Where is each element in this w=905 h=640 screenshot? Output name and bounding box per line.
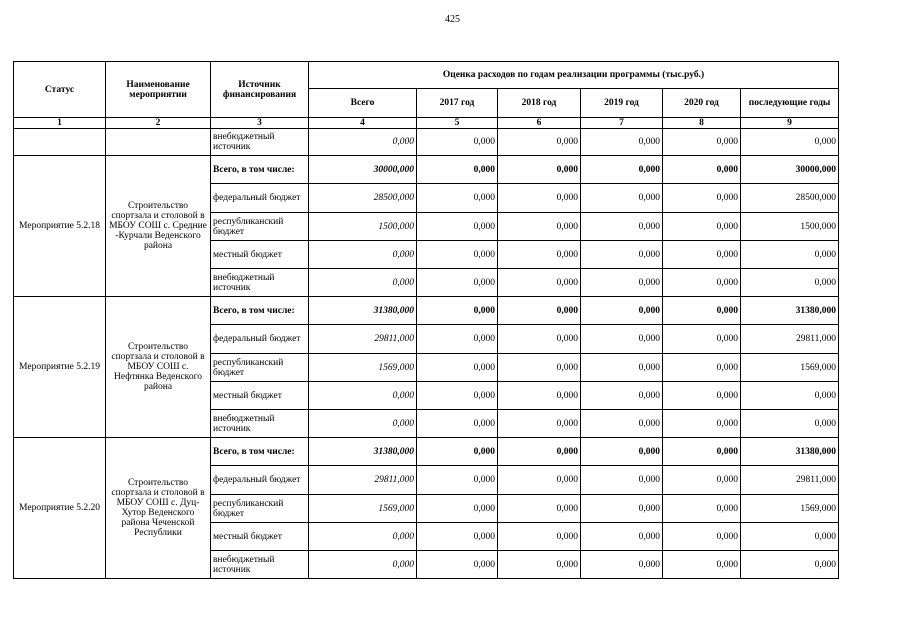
value-total: 29811,000: [309, 466, 417, 495]
budget-table: [13, 61, 839, 579]
value-year: 0,000: [498, 495, 581, 523]
source-cell: федеральный бюджет: [211, 466, 309, 495]
value-year: 30000,000: [741, 156, 839, 184]
value-total: 1569,000: [309, 495, 417, 523]
value-year: 0,000: [498, 523, 581, 551]
column-number: 5: [417, 118, 498, 129]
value-year: 28500,000: [741, 184, 839, 213]
value-year: 0,000: [581, 410, 663, 438]
value-year: 0,000: [498, 354, 581, 382]
value-year: 0,000: [498, 156, 581, 184]
event-name-cell: Строительство спортзала и столовой в МБОУ СОШ с. Нефтянка Веденского района: [106, 297, 211, 438]
value-year: 0,000: [663, 354, 741, 382]
value-year: 0,000: [581, 438, 663, 466]
value-total: 31380,000: [309, 297, 417, 325]
column-number: 8: [663, 118, 741, 129]
source-cell: внебюджетный источник: [211, 269, 309, 297]
value-year: 0,000: [663, 269, 741, 297]
value-total: 0,000: [309, 551, 417, 579]
value-year: 0,000: [663, 213, 741, 241]
value-total: 0,000: [309, 241, 417, 269]
value-year: 0,000: [417, 297, 498, 325]
value-total: 1569,000: [309, 354, 417, 382]
value-year: 0,000: [741, 241, 839, 269]
value-year: 0,000: [663, 184, 741, 213]
header-2020: 2020 год: [663, 89, 741, 118]
value-year: 0,000: [663, 241, 741, 269]
value-year: 0,000: [663, 551, 741, 579]
name-cell-empty: [106, 129, 211, 156]
source-cell: федеральный бюджет: [211, 184, 309, 213]
value-year: 0,000: [417, 269, 498, 297]
value-year: 0,000: [663, 297, 741, 325]
value-total: 0,000: [309, 382, 417, 410]
value-year: 1500,000: [741, 213, 839, 241]
header-source: Источник финансирования: [211, 62, 309, 118]
column-numbers-row: [14, 118, 839, 129]
event-name-cell: Строительство спортзала и столовой в МБОУ СОШ с. Дуц-Хутор Веденского района Чеченской Республики: [106, 438, 211, 579]
value-year: 29811,000: [741, 325, 839, 354]
value-year: 0,000: [498, 213, 581, 241]
value-year: 0,000: [498, 297, 581, 325]
value-year: 0,000: [417, 382, 498, 410]
source-cell: республиканский бюджет: [211, 354, 309, 382]
value-total: 29811,000: [309, 325, 417, 354]
value-total: 0,000: [309, 523, 417, 551]
table-row: [14, 297, 839, 325]
source-cell: республиканский бюджет: [211, 495, 309, 523]
status-cell: Мероприятие 5.2.19: [14, 297, 106, 438]
value-year: 31380,000: [741, 297, 839, 325]
value-year: 0,000: [581, 156, 663, 184]
value-year: 31380,000: [741, 438, 839, 466]
source-cell: внебюджетный источник: [211, 551, 309, 579]
value-year: 0,000: [663, 382, 741, 410]
header-status: Статус: [14, 62, 106, 118]
value-year: 0,000: [581, 466, 663, 495]
value-year: 0,000: [498, 466, 581, 495]
value-year: 0,000: [663, 438, 741, 466]
value-year: 0,000: [581, 354, 663, 382]
value-year: 0,000: [417, 495, 498, 523]
value-year: 0,000: [417, 213, 498, 241]
value-year: 0,000: [498, 438, 581, 466]
value-total: 0,000: [309, 129, 417, 156]
value-year: 0,000: [417, 241, 498, 269]
column-number: 9: [741, 118, 839, 129]
column-number: 4: [309, 118, 417, 129]
value-year: 0,000: [498, 382, 581, 410]
header-2018: 2018 год: [498, 89, 581, 118]
value-year: 0,000: [581, 184, 663, 213]
value-year: 0,000: [741, 410, 839, 438]
source-cell: республиканский бюджет: [211, 213, 309, 241]
value-year: 0,000: [417, 184, 498, 213]
value-year: 0,000: [581, 129, 663, 156]
value-year: 0,000: [498, 410, 581, 438]
value-year: 0,000: [498, 269, 581, 297]
value-year: 0,000: [663, 156, 741, 184]
table-row: [14, 129, 839, 156]
source-cell: местный бюджет: [211, 382, 309, 410]
value-year: 0,000: [581, 213, 663, 241]
value-total: 28500,000: [309, 184, 417, 213]
value-year: 0,000: [417, 438, 498, 466]
value-year: 0,000: [581, 269, 663, 297]
value-year: 0,000: [498, 241, 581, 269]
value-year: 1569,000: [741, 495, 839, 523]
value-total: 1500,000: [309, 213, 417, 241]
value-year: 0,000: [498, 551, 581, 579]
header-later: последующие годы: [741, 89, 839, 118]
value-year: 0,000: [417, 354, 498, 382]
value-year: 0,000: [741, 129, 839, 156]
value-year: 0,000: [663, 325, 741, 354]
value-year: 0,000: [663, 410, 741, 438]
column-number: 6: [498, 118, 581, 129]
value-year: 0,000: [498, 129, 581, 156]
value-year: 0,000: [581, 297, 663, 325]
value-year: 0,000: [663, 495, 741, 523]
source-cell: Всего, в том числе:: [211, 297, 309, 325]
value-year: 0,000: [417, 523, 498, 551]
value-year: 0,000: [581, 325, 663, 354]
value-total: 0,000: [309, 410, 417, 438]
value-year: 0,000: [581, 551, 663, 579]
value-year: 0,000: [741, 269, 839, 297]
header-name: Наименование мероприятии: [106, 62, 211, 118]
source-cell: внебюджетный источник: [211, 129, 309, 156]
value-year: 0,000: [417, 551, 498, 579]
value-year: 0,000: [417, 325, 498, 354]
value-total: 30000,000: [309, 156, 417, 184]
page-number: 425: [445, 14, 460, 25]
value-year: 0,000: [663, 466, 741, 495]
column-number: 1: [14, 118, 106, 129]
table-row: [14, 156, 839, 184]
value-year: 0,000: [417, 129, 498, 156]
column-number: 7: [581, 118, 663, 129]
value-year: 0,000: [498, 184, 581, 213]
column-number: 3: [211, 118, 309, 129]
value-year: 0,000: [663, 129, 741, 156]
value-total: 31380,000: [309, 438, 417, 466]
value-year: 0,000: [581, 382, 663, 410]
source-cell: Всего, в том числе:: [211, 438, 309, 466]
value-year: 0,000: [581, 241, 663, 269]
status-cell: Мероприятие 5.2.20: [14, 438, 106, 579]
value-year: 0,000: [581, 495, 663, 523]
source-cell: Всего, в том числе:: [211, 156, 309, 184]
column-number: 2: [106, 118, 211, 129]
value-year: 0,000: [417, 410, 498, 438]
value-year: 0,000: [741, 382, 839, 410]
source-cell: федеральный бюджет: [211, 325, 309, 354]
value-year: 0,000: [417, 156, 498, 184]
value-year: 1569,000: [741, 354, 839, 382]
value-year: 0,000: [741, 523, 839, 551]
value-total: 0,000: [309, 269, 417, 297]
value-year: 0,000: [741, 551, 839, 579]
header-estimate: Оценка расходов по годам реализации программы (тыс.руб.): [309, 62, 839, 89]
header-total: Всего: [309, 89, 417, 118]
source-cell: местный бюджет: [211, 241, 309, 269]
header-2017: 2017 год: [417, 89, 498, 118]
source-cell: местный бюджет: [211, 523, 309, 551]
value-year: 0,000: [498, 325, 581, 354]
value-year: 29811,000: [741, 466, 839, 495]
header-2019: 2019 год: [581, 89, 663, 118]
value-year: 0,000: [581, 523, 663, 551]
value-year: 0,000: [417, 466, 498, 495]
event-name-cell: Строительство спортзала и столовой в МБОУ СОШ с. Средние -Курчали Веденского района: [106, 156, 211, 297]
source-cell: внебюджетный источник: [211, 410, 309, 438]
table-row: [14, 438, 839, 466]
status-cell: Мероприятие 5.2.18: [14, 156, 106, 297]
status-cell-empty: [14, 129, 106, 156]
value-year: 0,000: [663, 523, 741, 551]
